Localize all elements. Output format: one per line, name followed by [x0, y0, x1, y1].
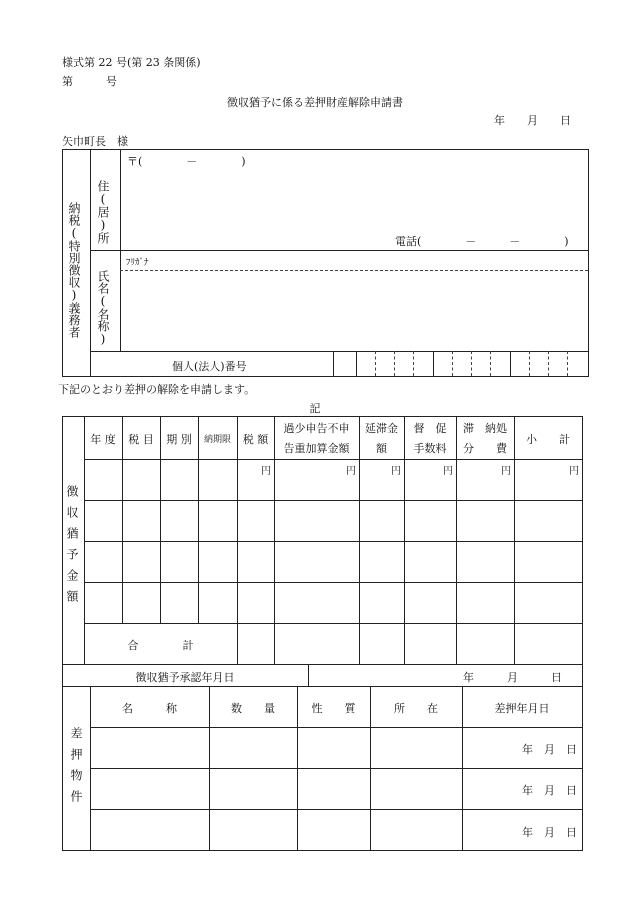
unit-yen-dunning: 円 [443, 466, 453, 477]
addressee: 矢巾町長 様 [62, 135, 128, 148]
total-label: 合 計 [127, 639, 194, 652]
form-number: 様式第 22 号(第 23 条関係) [62, 56, 201, 69]
address-label: 住(居)所 [96, 180, 110, 244]
unit-yen-penalty: 円 [346, 466, 356, 477]
col-dunning-line2: 手数料 [413, 442, 447, 455]
seized-side-label: 差押物件 [69, 727, 83, 811]
col-subtotal: 小 計 [526, 433, 570, 446]
col-penalty-line1: 過少申告不申 [283, 422, 350, 435]
document-number: 第 号 [62, 75, 117, 88]
col-deadline: 納期限 [203, 435, 231, 445]
col-period: 期 別 [166, 433, 192, 446]
col-disposition-line1: 滞 納処 [463, 422, 507, 435]
col-tax-item: 税 目 [128, 433, 154, 446]
col-seizure-date: 差押年月日 [494, 702, 550, 715]
name-label: 氏名(名称) [96, 270, 110, 346]
col-location: 所 在 [394, 702, 438, 715]
seizure-date-row3: 年 月 日 [522, 826, 577, 839]
col-quantity: 数 量 [231, 702, 275, 715]
col-delinquency-line1: 延滞金 [365, 422, 398, 435]
furigana-label: ﾌﾘｶﾞﾅ [126, 258, 149, 268]
postal-code: 〒( － ) [127, 155, 246, 168]
page-title: 徴収猶予に係る差押財産解除申請書 [227, 96, 403, 109]
col-tax-amount: 税 額 [242, 433, 269, 446]
col-year: 年 度 [90, 433, 116, 446]
unit-yen-disposition: 円 [501, 466, 511, 477]
unit-yen-tax: 円 [261, 466, 271, 477]
col-penalty-line2: 告重加算金額 [283, 442, 350, 455]
deferral-side-label: 徴収猶予金額 [65, 485, 79, 611]
col-name: 名 称 [122, 702, 177, 715]
unit-yen-delinquency: 円 [391, 466, 401, 477]
col-nature: 性 質 [311, 702, 356, 715]
phone-number: 電話( － － ) [395, 235, 569, 248]
request-statement: 下記のとおり差押の解除を申請します。 [58, 383, 256, 396]
approval-date-label: 徴収猶予承認年月日 [135, 671, 235, 684]
col-disposition-line2: 分 費 [463, 442, 507, 455]
personal-number-label: 個人(法人)番号 [172, 360, 247, 373]
taxpayer-side-label: 納税(特別徴収)義務者 [67, 202, 81, 338]
seizure-date-row2: 年 月 日 [522, 784, 577, 797]
ki-heading: 記 [309, 402, 321, 415]
seizure-date-row1: 年 月 日 [522, 743, 577, 756]
approval-date-value: 年 月 日 [463, 671, 562, 684]
col-delinquency-line2: 額 [376, 442, 387, 455]
application-date: 年 月 日 [494, 114, 571, 127]
unit-yen-subtotal: 円 [569, 466, 579, 477]
col-dunning-line1: 督 促 [413, 422, 447, 435]
